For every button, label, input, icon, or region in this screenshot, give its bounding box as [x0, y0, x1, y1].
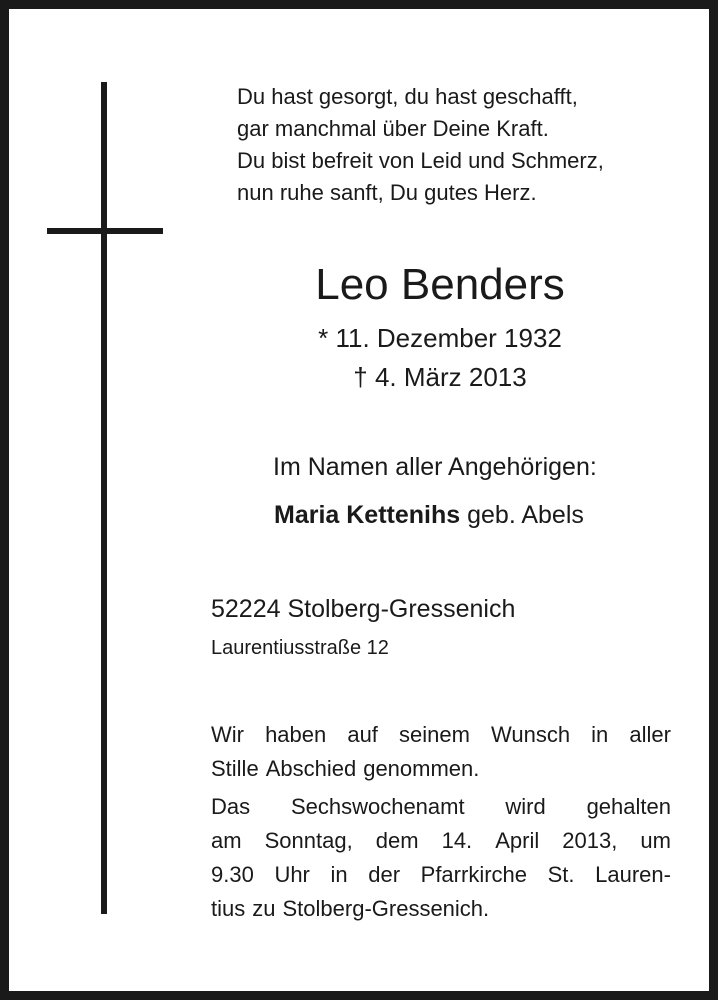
address-street: Laurentiusstraße 12	[211, 637, 389, 659]
word: Wunsch	[491, 722, 571, 747]
word: Wir	[211, 722, 244, 747]
memorial-poem	[237, 81, 697, 209]
poem-line: gar manchmal über Deine Kraft.	[237, 116, 549, 141]
cross-icon	[101, 82, 107, 914]
poem-line: Du hast gesorgt, du hast geschafft,	[237, 84, 578, 109]
poem-line: nun ruhe sanft, Du gutes Herz.	[237, 180, 537, 205]
word: genommen.	[363, 756, 480, 781]
poem-line: Du bist befreit von Leid und Schmerz,	[237, 148, 604, 173]
word: 9.30	[211, 862, 254, 887]
word: Uhr	[274, 862, 310, 887]
word: Lauren-	[595, 862, 671, 887]
word: am	[211, 828, 242, 853]
text-line	[211, 892, 671, 926]
notice-paragraph	[211, 718, 671, 786]
word: zu	[252, 896, 276, 921]
mourner-name: Maria Kettenihs	[274, 501, 461, 529]
word: gehalten	[586, 794, 671, 819]
text-line	[211, 718, 671, 752]
word: April	[495, 828, 540, 853]
word: 14.	[441, 828, 473, 853]
word: Stolberg-Gressenich.	[282, 896, 490, 921]
word: in	[591, 722, 609, 747]
word: seinem	[399, 722, 470, 747]
word: haben	[265, 722, 327, 747]
mourner-maiden-name: geb. Abels	[460, 501, 584, 529]
word: Stille	[211, 756, 259, 781]
word: Sonntag,	[264, 828, 353, 853]
word: auf	[347, 722, 378, 747]
word: Sechswochenamt	[290, 794, 465, 819]
word: dem	[375, 828, 419, 853]
word: tius	[211, 896, 246, 921]
word: wird	[505, 794, 546, 819]
text-line	[211, 790, 671, 824]
text-line	[211, 858, 671, 892]
word: Abschied	[265, 756, 357, 781]
text-line	[211, 824, 671, 858]
text-line	[211, 752, 671, 786]
cross-icon-crossbar	[47, 228, 163, 234]
deceased-name: Leo Benders	[315, 260, 565, 309]
word: 2013,	[562, 828, 618, 853]
death-date: † 4. März 2013	[353, 362, 527, 392]
word: Pfarrkirche	[420, 862, 527, 887]
mourner-signature	[274, 498, 584, 532]
word: der	[368, 862, 401, 887]
word: um	[640, 828, 671, 853]
service-paragraph	[211, 790, 671, 926]
birth-date: * 11. Dezember 1932	[318, 323, 562, 353]
word: aller	[629, 722, 671, 747]
address-city: 52224 Stolberg-Gressenich	[211, 595, 516, 623]
word: Das	[211, 794, 251, 819]
word: in	[330, 862, 348, 887]
word: St.	[547, 862, 575, 887]
mourners-intro: Im Namen aller Angehörigen:	[273, 453, 597, 481]
obituary-notice	[9, 9, 709, 991]
